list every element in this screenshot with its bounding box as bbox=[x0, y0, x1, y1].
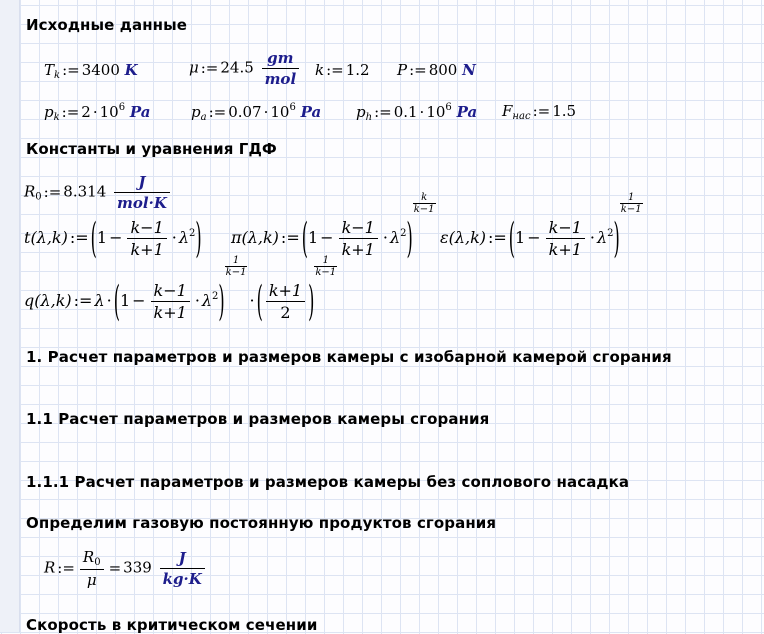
unit-J-per-kg-K: $\frac{J}{kg\cdot K}$ bbox=[160, 549, 205, 588]
heading-section-1-1[interactable]: 1.1 Расчет параметров и размеров камеры сгорания bbox=[26, 410, 490, 428]
region-epsilon-function[interactable]: ε(λ,k) := (1 − $\frac{k-1}{k+1}$ · $\lambda^2$) $\frac{1}{k-1}$ bbox=[440, 192, 642, 262]
region-Tk[interactable]: $T_k$ := 3400 K bbox=[44, 61, 138, 81]
region-ph[interactable]: $p_h$ := $0.1 \cdot 10^6$ Pa bbox=[356, 102, 478, 123]
heading-gas-constant[interactable]: Определим газовую постоянную продуктов сгорания bbox=[26, 514, 497, 532]
unit-newton: N bbox=[462, 61, 476, 79]
heading-initial-data[interactable]: Исходные данные bbox=[26, 16, 188, 34]
heading-section-1[interactable]: 1. Расчет параметров и размеров камеры с изобарной камерой сгорания bbox=[26, 348, 672, 366]
region-gas-constant-R[interactable]: R := $\frac{R_0}{\mu}$ = 339 $\frac{J}{kg\cdot K}$ bbox=[44, 548, 208, 589]
heading-critical-speed[interactable]: Скорость в критическом сечении bbox=[26, 616, 318, 634]
region-q-function[interactable]: q(λ,k) := λ · (1 − $\frac{k-1}{k+1}$ · $\lambda^2$) $\frac{1}{k-1}$ · ( $\frac{k+1}{2}$ ) $\frac{1}{k-1}$ bbox=[24, 255, 337, 325]
heading-section-1-1-1[interactable]: 1.1.1 Расчет параметров и размеров камеры без соплового насадка bbox=[26, 473, 630, 491]
region-P[interactable]: P := 800 N bbox=[397, 61, 476, 79]
region-t-function[interactable]: t(λ,k) := (1 − $\frac{k-1}{k+1}$ · $\lambda^2$) bbox=[24, 212, 202, 262]
region-pk[interactable]: $p_k$ := $2 \cdot 10^6$ Pa bbox=[44, 102, 151, 123]
region-mu[interactable]: μ := 24.5 $\frac{gm}{\text{mol}}$ bbox=[189, 49, 302, 88]
region-R0[interactable]: $R_0$ := 8.314 $\frac{J}{\text{mol·K}}$ bbox=[24, 173, 173, 212]
worksheet-left-margin bbox=[0, 0, 20, 632]
region-k[interactable]: k := 1.2 bbox=[315, 61, 370, 79]
unit-pascal: Pa bbox=[456, 103, 478, 121]
region-pi-function[interactable]: π(λ,k) := (1 − $\frac{k-1}{k+1}$ · $\lambda^2$) $\frac{k}{k-1}$ bbox=[231, 192, 435, 262]
heading-constants[interactable]: Константы и уравнения ГДФ bbox=[26, 140, 277, 158]
unit-kelvin: K bbox=[124, 61, 138, 79]
region-Fnac[interactable]: $F_{нас}$ := 1.5 bbox=[502, 102, 577, 122]
unit-J-per-mol-K: $\frac{J}{\text{mol·K}}$ bbox=[114, 173, 170, 212]
region-pa[interactable]: $p_a$ := $0.07 \cdot 10^6$ Pa bbox=[191, 102, 322, 123]
unit-pascal: Pa bbox=[129, 103, 151, 121]
unit-gm-per-mol: $\frac{gm}{\text{mol}}$ bbox=[262, 49, 300, 88]
unit-pascal: Pa bbox=[300, 103, 322, 121]
